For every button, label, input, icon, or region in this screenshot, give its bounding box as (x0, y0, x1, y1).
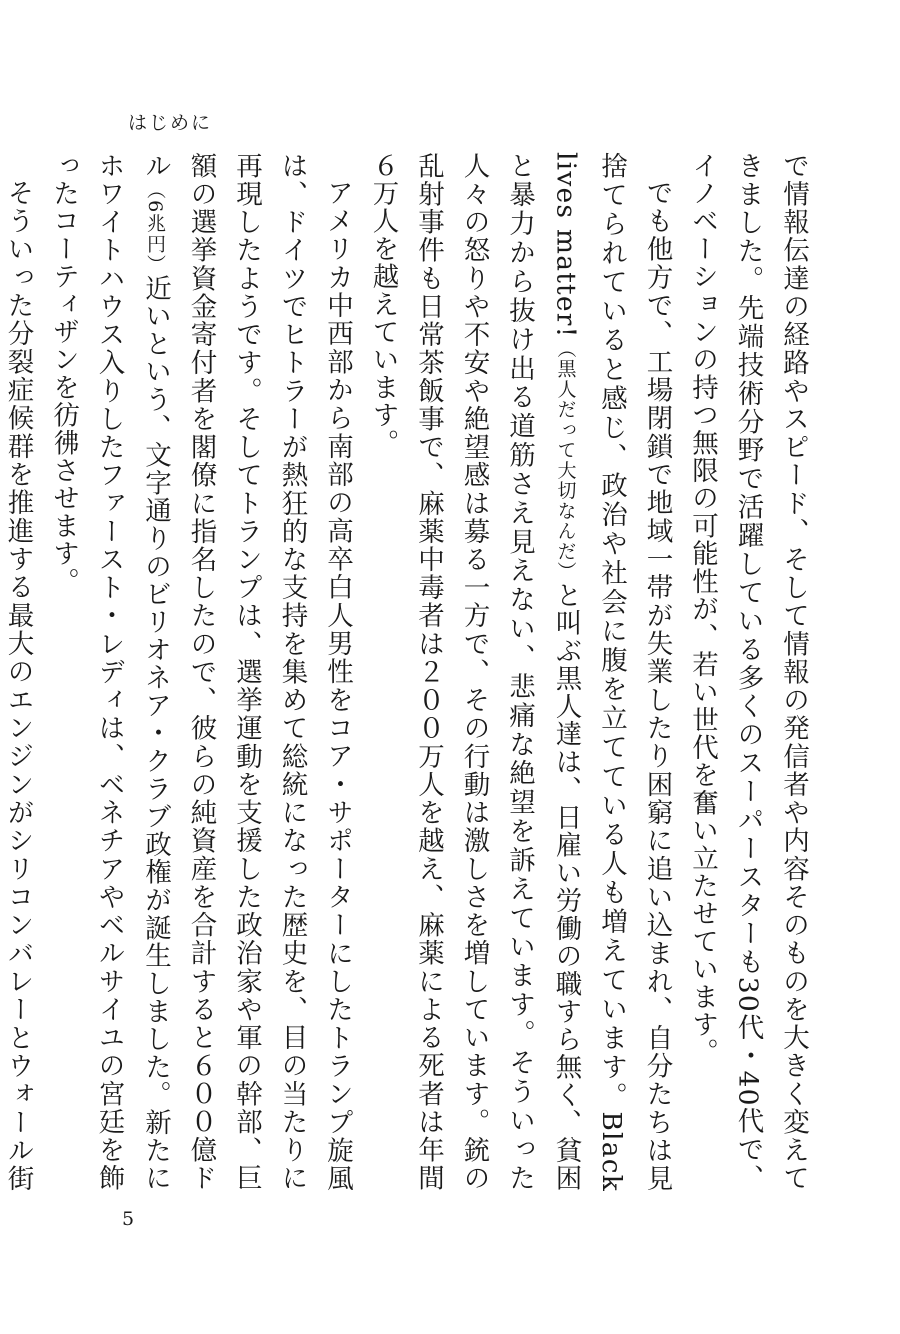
paragraph-1: で情報伝達の経路やスピード、そして情報の発信者や内容そのものを大きく変えてきました。先端技術分野で活躍している多くのスーパースターも30代・40代で、イノベーションの持つ無限の可能性が、若い世代を奮い立たせています。 (687, 152, 809, 1192)
paragraph-3-text-after: 近いという、文字通りのビリオネア・クラブ政権が誕生しました。新たにホワイトハウス入りしたファースト・レディは、ベネチアやベルサイユの宮廷を飾ったコーティザンを彷彿させます。 (48, 152, 171, 1193)
paragraph-3-note: （6兆円） (144, 179, 166, 275)
paragraph-4: そういった分裂症候群を推進する最大のエンジンがシリコンバレーとウォール街 (2, 178, 34, 1192)
paragraph-2-note: （黒人だって大切なんだ） (554, 338, 577, 582)
page-number: 5 (122, 1208, 135, 1230)
body-text (2, 152, 816, 1193)
running-head: はじめに (128, 112, 213, 134)
paragraph-3-text-before: アメリカ中西部から南部の高卒白人男性をコア・サポーターにしたトランプ旋風は、ドイツでヒトラーが熱狂的な支持を集めて総統になった歴史を、目の当たりに再現したようです。そしてトランプは、選挙運動を支援した政治家や軍の幹部、巨額の選挙資金寄付者を閣僚に指名したので、彼らの純資産を合計すると６００億ドル (140, 152, 353, 1192)
paragraph-2-text-after: と叫ぶ黒人達は、日雇い労働の職すら無く、貧困と暴力から抜け出る道筋さえ見えない、悲痛な絶望を訴えています。そういった人々の怒りや不安や絶望感は募る一方で、その行動は激しさを増しています。銃の乱射事件も日常茶飯事で、麻薬中毒者は２００万人を越え、麻薬による死者は年間６万人を越えています。 (367, 152, 582, 1193)
paragraph-3 (41, 152, 361, 1192)
paragraph-2-text-before: でも他方で、工場閉鎖で地域一帯が失業したり困窮に追い込まれ、自分たちは見捨てられていると感じ、政治や社会に腹を立てている人も増えています。Black lives matter! (550, 152, 673, 1192)
paragraph-2 (360, 152, 680, 1192)
